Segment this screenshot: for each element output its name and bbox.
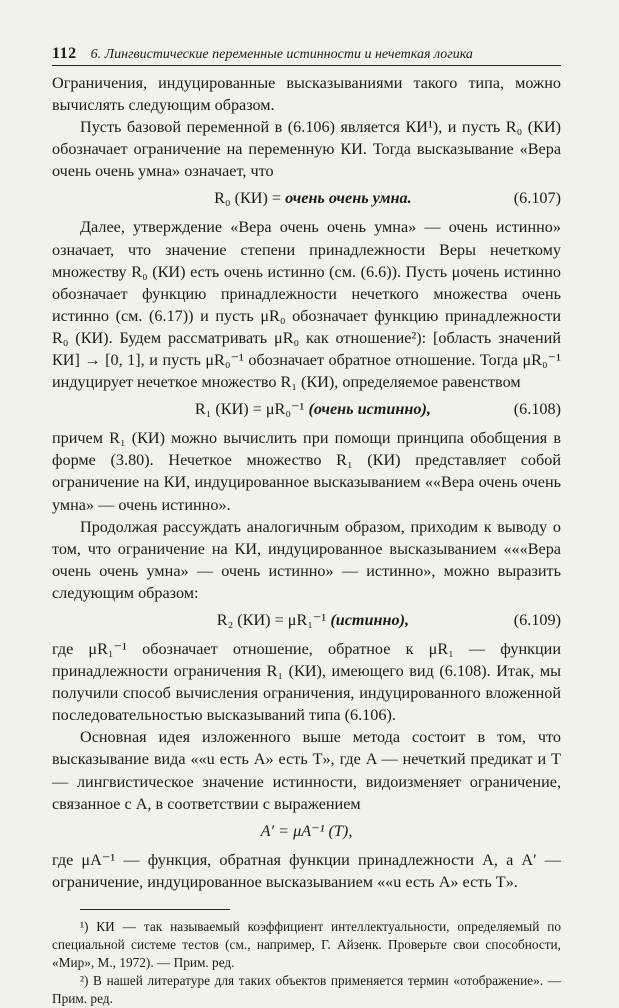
paragraph-5: Продолжая рассуждать аналогичным образом, приходим к выводу о том, что ограничение на КИ, индуцированное высказыванием «««Вера очень очень умна» — очень истинно» — истинно», можно выразить следующим образом: [52, 517, 561, 602]
eq-rhs: очень очень умна. [285, 189, 412, 208]
page-body [52, 72, 561, 1008]
equation-6-107 [52, 185, 561, 211]
running-header [52, 40, 561, 66]
equation-number: (6.107) [513, 189, 561, 208]
paragraph-7: Основная идея изложенного выше метода состоит в том, что высказывание вида ««u есть A» есть T», где A — нечеткий предикат и T — лингвистическое значение истинности, видоизменяет ограничение, связанное с A, в соответствии с выражением [52, 728, 561, 813]
eq-lhs: R₁ (КИ) = μR₀⁻¹ [194, 400, 309, 419]
eq-formula: A′ = μA⁻¹ (T), [260, 821, 353, 840]
paragraph-3: Далее, утверждение «Вера очень очень умна» — очень истинно» означает, что значение степени принадлежности Веры нечеткому множеству R₀ (КИ) есть очень истинно (см. (6.6)). Пусть μочень истинно обозначает функцию принадлежности нечеткого множества очень истинно (см. (6.17)) и пусть μR₀ обозначает функцию принадлежности R₀ (КИ). Будем рассматривать μR₀ как отношение²): [область значений КИ] → [0, 1], и пусть μR₀⁻¹ обозначает обратное отношение. Тогда μR₀⁻¹ индуцирует нечеткое множество R₁ (КИ), определяемое равенством [52, 218, 561, 392]
paragraph-4: причем R₁ (КИ) можно вычислить при помощи принципа обобщения в форме (3.80). Нечеткое множество R₁ (КИ) представляет собой ограничение на КИ, индуцированное высказыванием ««Вера очень очень умна» — очень истинно». [52, 429, 561, 514]
paragraph-8: где μA⁻¹ — функция, обратная функции принадлежности A, а A′ — ограничение, индуцированное высказыванием ««u есть A» есть T». [52, 850, 561, 891]
eq-lhs: R₀ (КИ) = [214, 189, 286, 208]
eq-rhs: (истинно), [330, 610, 410, 629]
equation-number: (6.109) [513, 610, 561, 629]
footnote-1: ¹) КИ — так называемый коэффициент интеллектуальности, определяемый по специальной системе тестов (см., например, Г. Айзенк. Проверьте свои способности, «Мир», М., 1972). — Прим. ред. [52, 918, 561, 970]
paragraph-1: Ограничения, индуцированные высказываниями такого типа, можно вычислять следующим образом. [52, 74, 561, 115]
eq-lhs: R₂ (КИ) = μR₁⁻¹ [216, 610, 331, 629]
running-title: 6. Лингвистические переменные истинности и нечеткая логика [90, 47, 473, 62]
equation-6-108 [52, 396, 561, 422]
equation-6-109 [52, 607, 561, 633]
page-number: 112 [52, 45, 77, 62]
footnote-divider [80, 909, 230, 910]
paragraph-2: Пусть базовой переменной в (6.106) является КИ¹), и пусть R₀ (КИ) обозначает ограничение на переменную КИ. Тогда высказывание «Вера очень очень умна» означает, что [52, 118, 561, 181]
equation-number: (6.108) [513, 400, 561, 419]
footnote-2: ²) В нашей литературе для таких объектов применяется термин «отображение». — Прим. ред. [52, 972, 561, 1006]
equation-a-prime [52, 818, 561, 844]
eq-rhs: (очень истинно), [308, 400, 431, 419]
paragraph-6: где μR₁⁻¹ обозначает отношение, обратное к μR₁ — функции принадлежности ограничения R₁ (КИ), имеющего вид (6.108). Итак, мы получили способ вычисления ограничения, индуцированного вложенной последовательностью высказываний типа (6.106). [52, 639, 561, 725]
